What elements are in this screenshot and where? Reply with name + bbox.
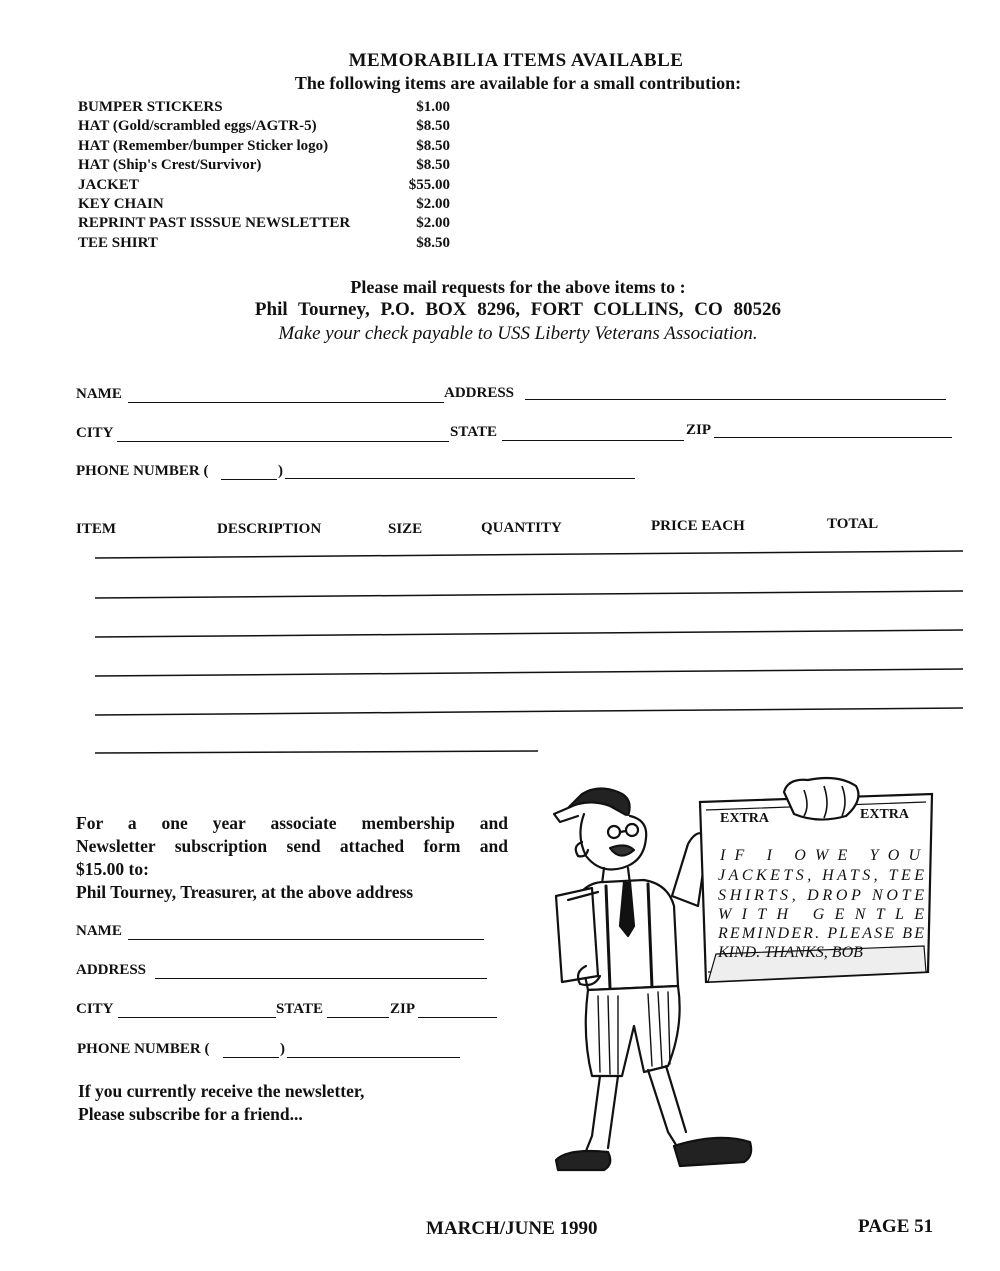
item-price: $55.00 bbox=[408, 176, 450, 193]
membership-text bbox=[76, 812, 508, 904]
column-header-item: ITEM bbox=[76, 521, 117, 537]
item-price: $2.00 bbox=[416, 195, 450, 212]
member-phone-close-paren: ) bbox=[280, 1041, 285, 1057]
check-payable-note: Make your check payable to USS Liberty Veterans Association. bbox=[278, 323, 758, 344]
column-header-quantity: QUANTITY bbox=[481, 520, 562, 536]
paper-message-line: REMINDER. PLEASE BE bbox=[718, 925, 924, 942]
member-state-label: STATE bbox=[276, 1001, 323, 1017]
address-label: ADDRESS bbox=[444, 385, 515, 401]
paper-message-line: WITH GENTLE bbox=[718, 906, 924, 923]
item-name: BUMPER STICKERS bbox=[78, 99, 223, 115]
item-price: $8.50 bbox=[416, 118, 450, 135]
order-line[interactable] bbox=[95, 669, 963, 676]
item-name: KEY CHAIN bbox=[78, 195, 164, 212]
phone-close-paren: ) bbox=[278, 463, 283, 479]
item-name: HAT (Gold/scrambled eggs/AGTR-5) bbox=[78, 118, 317, 135]
member-name-field[interactable] bbox=[128, 939, 484, 940]
page-title: MEMORABILIA ITEMS AVAILABLE bbox=[348, 50, 684, 71]
banner-left: EXTRA bbox=[720, 811, 770, 826]
item-name: REPRINT PAST ISSSUE NEWSLETTER bbox=[78, 215, 351, 232]
item-price: $1.00 bbox=[416, 99, 450, 115]
item-name: HAT (Remember/bumper Sticker logo) bbox=[78, 137, 329, 154]
subscribe-note-line: If you currently receive the newsletter, bbox=[78, 1081, 365, 1101]
member-name-label: NAME bbox=[76, 923, 122, 939]
member-state-field[interactable] bbox=[327, 1017, 389, 1018]
paper-message-line: KIND. THANKS, BOB bbox=[718, 944, 863, 961]
state-label: STATE bbox=[450, 424, 497, 440]
name-label: NAME bbox=[76, 386, 122, 402]
paper-message-line: IF I OWE YOU bbox=[720, 847, 920, 864]
order-line[interactable] bbox=[95, 591, 963, 598]
item-name: TEE SHIRT bbox=[78, 234, 158, 251]
paper-message-line: SHIRTS, DROP NOTE bbox=[718, 887, 924, 904]
phone-label: PHONE NUMBER ( bbox=[76, 463, 209, 479]
member-city-field[interactable] bbox=[118, 1017, 276, 1018]
page-subtitle: The following items are available for a small contribution: bbox=[294, 73, 742, 93]
membership-line: For a one year associate membership and bbox=[76, 813, 508, 833]
order-line[interactable] bbox=[95, 708, 963, 715]
column-header-description: DESCRIPTION bbox=[217, 521, 322, 537]
item-price: $8.50 bbox=[416, 234, 450, 251]
order-line[interactable] bbox=[95, 551, 963, 558]
subscribe-note bbox=[78, 1080, 364, 1126]
order-line[interactable] bbox=[95, 630, 963, 637]
order-line[interactable] bbox=[95, 751, 538, 753]
item-price: $8.50 bbox=[416, 157, 450, 174]
item-name: JACKET bbox=[78, 176, 139, 193]
item-price: $8.50 bbox=[416, 137, 450, 154]
member-address-label: ADDRESS bbox=[76, 962, 147, 978]
mail-address: Phil Tourney, P.O. BOX 8296, FORT COLLINS, CO 80526 bbox=[254, 299, 782, 320]
item-price: $2.00 bbox=[416, 215, 450, 232]
member-address-field[interactable] bbox=[155, 978, 487, 979]
subscribe-note-line: Please subscribe for a friend... bbox=[78, 1104, 303, 1124]
membership-line: $15.00 to: bbox=[76, 859, 149, 879]
member-phone-field[interactable] bbox=[287, 1057, 460, 1058]
city-label: CITY bbox=[76, 425, 114, 441]
column-header-size: SIZE bbox=[388, 521, 423, 537]
zip-label: ZIP bbox=[686, 422, 712, 438]
column-header-price-each: PRICE EACH bbox=[651, 518, 745, 534]
member-phone-label: PHONE NUMBER ( bbox=[77, 1041, 210, 1057]
newsboy-cartoon bbox=[548, 776, 938, 1186]
member-zip-field[interactable] bbox=[418, 1017, 497, 1018]
member-zip-label: ZIP bbox=[390, 1001, 416, 1017]
column-header-total: TOTAL bbox=[827, 516, 879, 532]
banner-right: EXTRA bbox=[860, 807, 910, 822]
paper-message-line: JACKETS, HATS, TEE bbox=[718, 867, 924, 884]
item-name: HAT (Ship's Crest/Survivor) bbox=[78, 157, 262, 174]
member-city-label: CITY bbox=[76, 1001, 114, 1017]
member-area-code-field[interactable] bbox=[223, 1057, 279, 1058]
footer-date: MARCH/JUNE 1990 bbox=[426, 1218, 598, 1239]
membership-line: Newsletter subscription send attached form and bbox=[76, 836, 508, 856]
mail-instructions: Please mail requests for the above items to : bbox=[350, 277, 686, 297]
membership-line: Phil Tourney, Treasurer, at the above address bbox=[76, 882, 414, 902]
page-number: PAGE 51 bbox=[858, 1216, 934, 1237]
